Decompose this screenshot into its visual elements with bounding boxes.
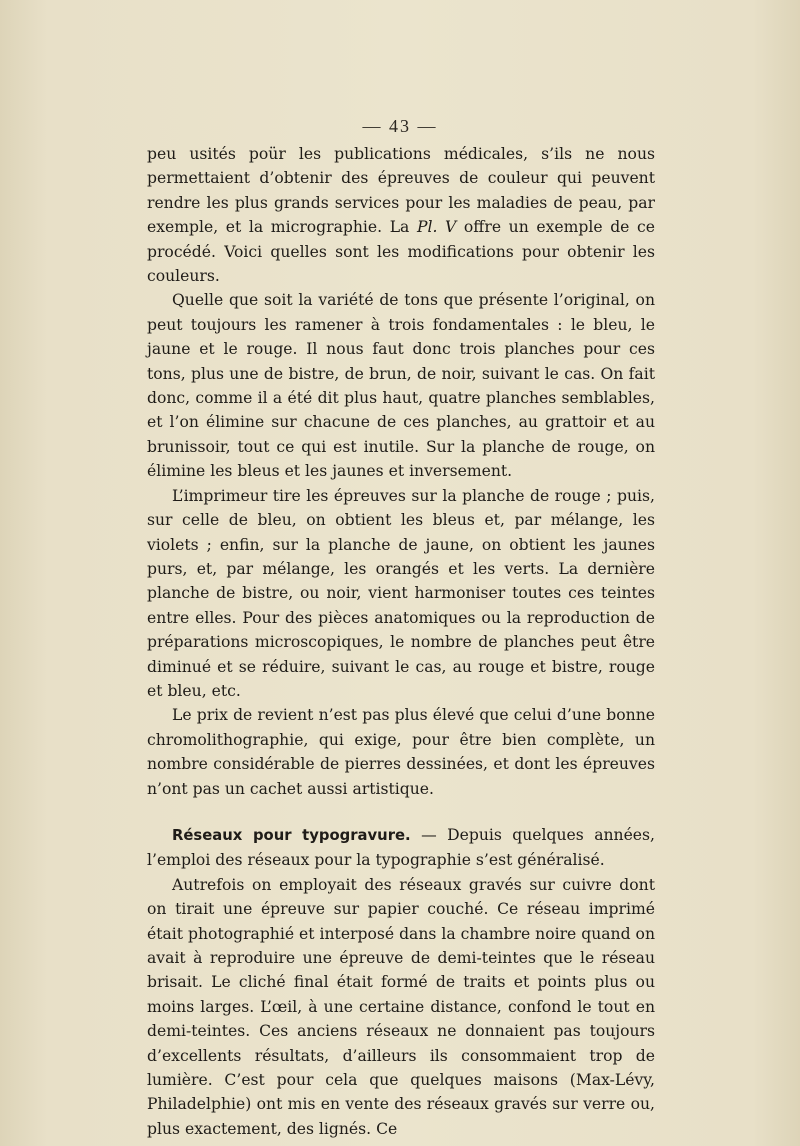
plate-reference: Pl. V (416, 218, 457, 237)
paragraph-2: Quelle que soit la variété de tons que présente l’original, on peut toujours les ramener à trois fondamentales : le bleu, le jaune et le rouge. Il nous faut donc trois planches pour ces tons, plus une de bistre, de brun, de noir, suivant le cas. On fait donc, comme il a été dit plus haut, quatre planches semblables, et l’on élimine sur chacune de ces planches, au grattoir et au brunissoir, tout ce qui est inutile. Sur la planche de rouge, on élimine les bleus et les jaunes et inversement. (147, 291, 655, 481)
paragraph-1 (147, 142, 655, 288)
body-text (147, 142, 655, 1141)
paragraph-1-text: peu usités poür les publications médicales, s’ils ne nous permettaient d’obtenir des épreuves de couleur qui peuvent rendre les plus grands services pour les maladies de peau, par exemple, et la micrographie. La (147, 145, 655, 237)
section-heading: Réseaux pour typogravure. (172, 826, 411, 844)
paragraph-1-text-end: offre un exemple de ce procédé. Voici quelles sont les modifications pour obtenir les couleurs. (147, 218, 655, 286)
page-number: — 43 — (362, 116, 438, 136)
paragraph-5 (147, 823, 655, 873)
paragraph-5-text: — Depuis quelques années, l’emploi des réseaux pour la typographie s’est généralisé. (147, 825, 655, 870)
paragraph-6: Autrefois on employait des réseaux gravés sur cuivre dont on tirait une épreuve sur papier couché. Ce réseau imprimé était photographié et interposé dans la chambre noire quand on avait à reproduire une épreuve de demi-teintes que le réseau brisait. Le cliché final était formé de traits et points plus ou moins larges. L’œil, à une certaine distance, confond le tout en demi-teintes. Ces anciens réseaux ne donnaient pas toujours d’excellents résultats, d’ailleurs ils consommaient trop de lumière. C’est pour cela que quelques maisons (Max-Lévy, Philadelphie) ont mis en vente des réseaux gravés sur verre ou, plus exactement, des lignés. Ce (147, 875, 655, 1138)
paragraph-4: Le prix de revient n’est pas plus élevé que celui d’une bonne chromolithographie, qui exige, pour être bien complète, un nombre considérable de pierres dessinées, et dont les épreuves n’ont pas un cachet aussi artistique. (147, 706, 655, 798)
paragraph-3: L’imprimeur tire les épreuves sur la planche de rouge ; puis, sur celle de bleu, on obtient les bleus et, par mélange, les violets ; enfin, sur la planche de jaune, on obtient les jaunes purs, et, par mélange, les orangés et les verts. La dernière planche de bistre, ou noir, vient harmoniser toutes ces teintes entre elles. Pour des pièces anatomiques ou la reproduction de préparations microscopiques, le nombre de planches peut être diminué et se réduire, suivant le cas, au rouge et bistre, rouge et bleu, etc. (147, 486, 655, 700)
